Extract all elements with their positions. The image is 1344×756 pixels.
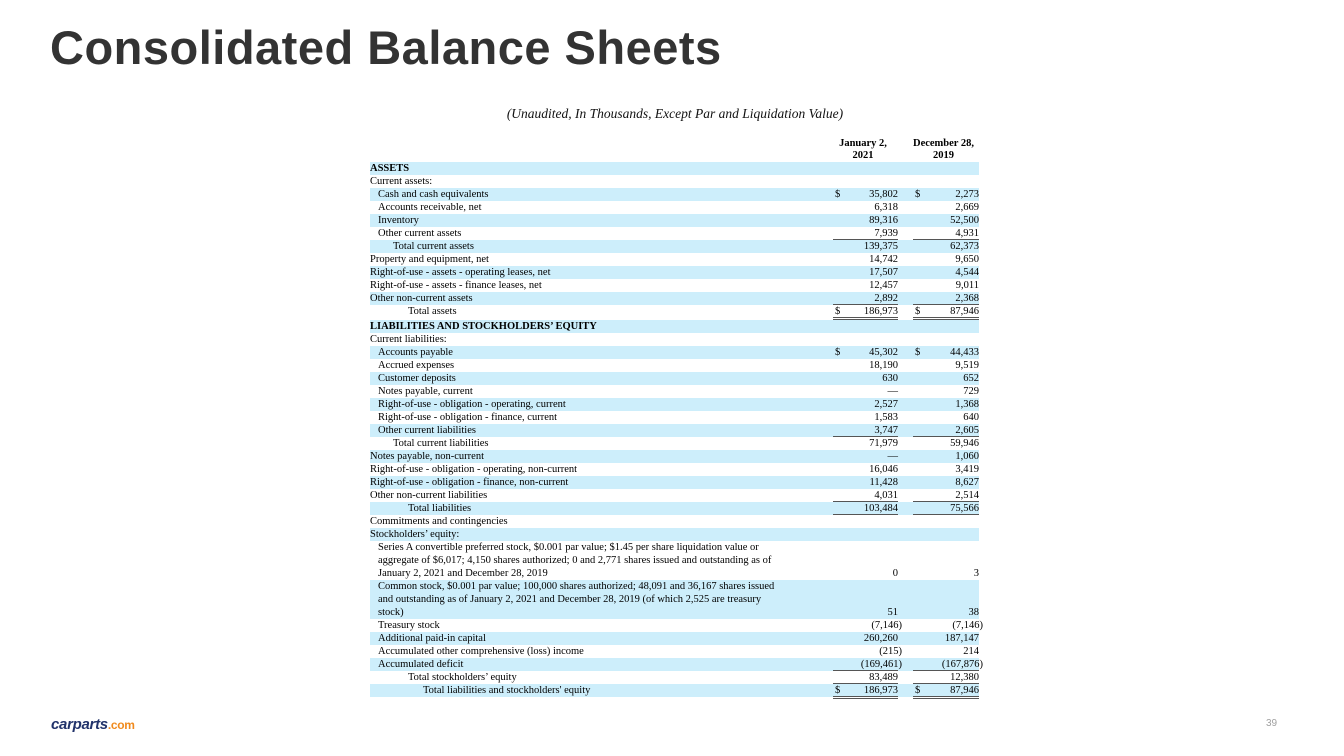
table-row: Accumulated deficit (169,461) (167,876): [370, 658, 979, 671]
column-header-dec-2019: December 28, 2019: [908, 138, 979, 162]
section-header-liabilities: LIABILITIES AND STOCKHOLDERS’ EQUITY: [370, 320, 979, 333]
total-row: Total current liabilities 71,979 59,946: [393, 438, 979, 449]
table-row: Other non-current liabilities 4,031 2,514: [370, 490, 979, 501]
total-row: Total current assets 139,375 62,373: [370, 240, 979, 253]
table-row: Inventory 89,316 52,500: [370, 214, 979, 227]
carparts-logo: carparts.com: [51, 716, 135, 733]
table-row: Accumulated other comprehensive (loss) income (215) 214: [378, 646, 979, 657]
table-row: Customer deposits 630 652: [370, 372, 979, 385]
table-row: Property and equipment, net 14,742 9,650: [370, 254, 979, 265]
subsection-stockholders-equity: Stockholders’ equity:: [370, 528, 979, 541]
total-row: Total assets $ 186,973 $ 87,946: [408, 306, 979, 317]
table-row: Right-of-use - obligation - finance, non-current 11,428 8,627: [370, 477, 979, 488]
table-row: Other current liabilities 3,747 2,605: [370, 424, 979, 437]
total-row: Total liabilities 103,484 75,566: [370, 502, 979, 515]
table-header: [370, 136, 979, 162]
balance-sheet-table: [370, 136, 983, 697]
table-row: Right-of-use - obligation - finance, current 1,583 640: [378, 412, 979, 423]
total-row: Total stockholders’ equity 83,489 12,380: [408, 672, 979, 683]
table-row: Other non-current assets 2,892 2,368: [370, 293, 979, 304]
table-row: Treasury stock (7,146) (7,146): [378, 620, 983, 631]
subsection-current-liabilities: Current liabilities:: [370, 334, 447, 345]
table-row: Notes payable, current — 729: [378, 386, 979, 397]
column-header-jan-2021: January 2, 2021: [828, 138, 898, 162]
table-row: Accounts payable $ 45,302 $ 44,433: [370, 346, 979, 359]
page-number: 39: [1266, 718, 1278, 729]
table-row: Commitments and contingencies: [370, 516, 508, 527]
table-row-common-stock: Common stock, $0.001 par value; 100,000 shares authorized; 48,091 and 36,167 shares issued and outstanding as of January 2, 2021 and December 28, 2019 (of which 2,525 are treasury stock) 51 38: [370, 580, 979, 619]
page-title: Consolidated Balance Sheets: [50, 21, 722, 74]
table-row: Cash and cash equivalents $ 35,802 $ 2,273: [370, 188, 979, 201]
table-row: Right-of-use - assets - operating leases, net 17,507 4,544: [370, 267, 979, 278]
table-row-preferred-stock: Series A convertible preferred stock, $0.001 par value; $1.45 per share liquidation value or aggregate of $6,017; 4,150 shares authorized; 0 and 2,771 shares issued and outstanding as of January 2, 2021 and December 28, 2019 0 3: [378, 542, 979, 579]
section-header-assets: ASSETS: [370, 162, 979, 175]
table-row: Notes payable, non-current — 1,060: [370, 451, 979, 462]
table-row: Other current assets 7,939 4,931: [378, 228, 979, 239]
table-row: Accrued expenses 18,190 9,519: [378, 360, 979, 371]
table-row: Right-of-use - obligation - operating, non-current 16,046 3,419: [370, 464, 979, 475]
table-row: Accounts receivable, net 6,318 2,669: [378, 202, 979, 213]
table-row: Right-of-use - obligation - operating, current 2,527 1,368: [370, 398, 979, 411]
table-row: Right-of-use - assets - finance leases, net 12,457 9,011: [370, 280, 979, 291]
subsection-current-assets: Current assets:: [370, 176, 433, 187]
total-row: Total liabilities and stockholders' equity $ 186,973 $ 87,946: [370, 684, 979, 697]
table-subtitle: (Unaudited, In Thousands, Except Par and Liquidation Value): [506, 106, 844, 121]
table-row: Additional paid-in capital 260,260 187,147: [370, 632, 979, 645]
